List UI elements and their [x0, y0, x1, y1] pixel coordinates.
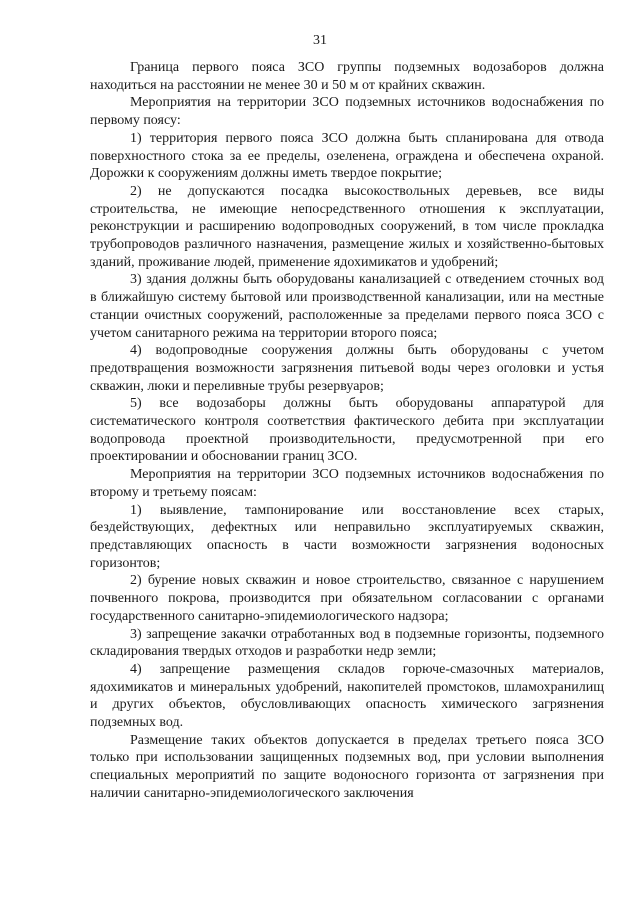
- document-body: [90, 59, 604, 803]
- paragraph-second-third-belt-item-4: 4) запрещение размещения складов горюче-смазочных материалов, ядохимикатов и минеральных удобрений, накопителей промстоков, шламохранилищ и других объектов, обусловливающих опасность химического загрязнения подземных вод.: [90, 661, 604, 731]
- paragraph-first-belt-item-5: 5) все водозаборы должны быть оборудованы аппаратурой для систематического контроля соответствия фактического дебита при эксплуатации водопровода проектной производительности, предусмотренной при его проектировании и обосновании границ ЗСО.: [90, 396, 604, 465]
- paragraph-first-belt-heading: Мероприятия на территории ЗСО подземных источников водоснабжения по первому поясу:: [90, 95, 604, 129]
- paragraph-second-third-belt-item-3: 3) запрещение закачки отработанных вод в подземные горизонты, подземного складирования твердых отходов и разработки недр земли;: [90, 626, 604, 660]
- paragraph-third-belt-placement: Размещение таких объектов допускается в пределах третьего пояса ЗСО только при использовании защищенных подземных вод, при условии выполнения специальных мероприятий по защите водоносного горизонта от загрязнения при наличии санитарно-эпидемиологического заключения: [90, 732, 604, 801]
- paragraph-first-belt-item-4: 4) водопроводные сооружения должны быть оборудованы с учетом предотвращения возможности загрязнения питьевой воды через оголовки и устья скважин, люки и переливные трубы резервуаров;: [90, 343, 604, 394]
- page-number: 31: [313, 33, 327, 48]
- paragraph-second-third-belt-item-2: 2) бурение новых скважин и новое строительство, связанное с нарушением почвенного покрова, производится при обязательном согласовании с органами государственного санитарно-эпидемиологического надзора;: [90, 573, 604, 624]
- paragraph-zone-boundary: Граница первого пояса ЗСО группы подземных водозаборов должна находиться на расстоянии не менее 30 и 50 м от крайних скважин.: [90, 60, 604, 93]
- paragraph-second-third-belt-item-1: 1) выявление, тампонирование или восстановление всех старых, бездействующих, дефектных или неправильно эксплуатируемых скважин, представляющих опасность в части возможности загрязнения водоносных горизонтов;: [90, 502, 604, 571]
- paragraph-second-third-belt-heading: Мероприятия на территории ЗСО подземных источников водоснабжения по второму и третьему поясам:: [90, 467, 604, 500]
- paragraph-first-belt-item-2: 2) не допускаются посадка высокоствольных деревьев, все виды строительства, не имеющие непосредственного отношения к эксплуатации, реконструкции и расширению водопроводных сооружений, в том числе прокладка трубопроводов различного назначения, размещение жилых и хозяйственно-бытовых зданий, проживание людей, применение ядохимикатов и удобрений;: [90, 183, 604, 270]
- paragraph-first-belt-item-1: 1) территория первого пояса ЗСО должна быть спланирована для отвода поверхностного стока за ее пределы, озеленена, ограждена и обеспечена охраной. Дорожки к сооружениям должны иметь твердое покрытие;: [90, 130, 604, 182]
- paragraph-first-belt-item-3: 3) здания должны быть оборудованы канализацией с отведением сточных вод в ближайшую систему бытовой или производственной канализации, или на местные станции очистных сооружений, расположенные за пределами первого пояса ЗСО с учетом санитарного режима на территории второго пояса;: [90, 272, 604, 341]
